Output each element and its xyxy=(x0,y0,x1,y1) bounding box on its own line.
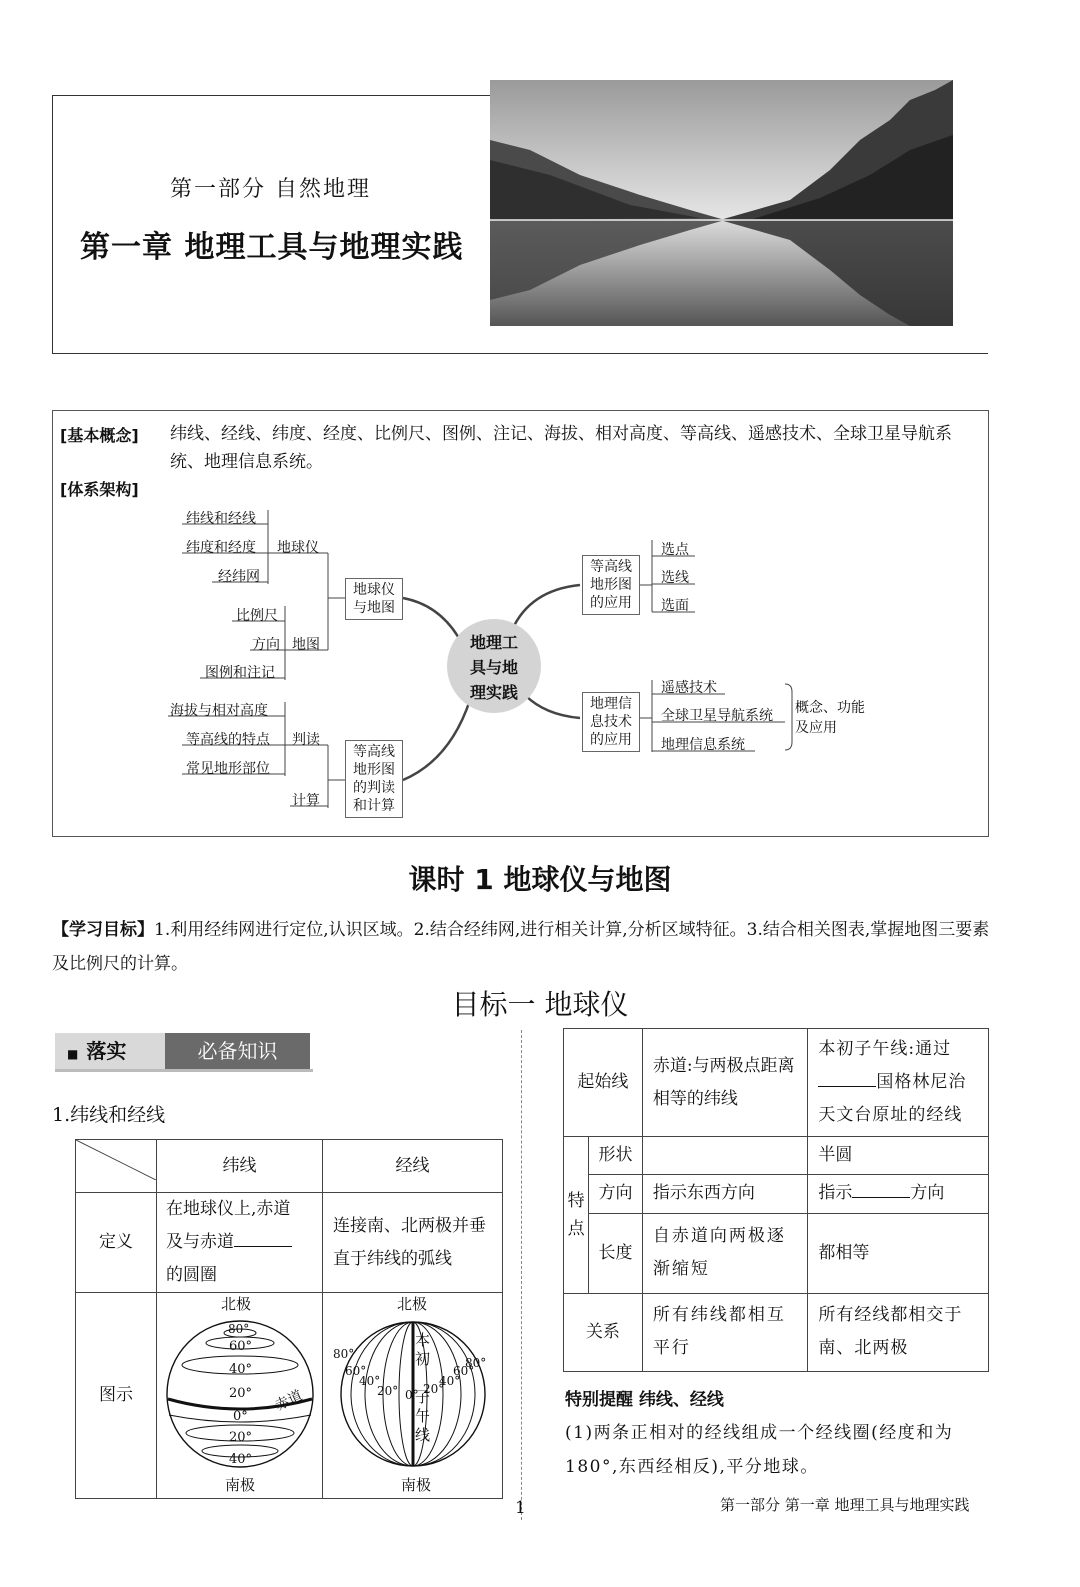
lon-e60: 60° xyxy=(453,1364,475,1378)
mm-judge: 判读 xyxy=(292,732,320,748)
goal1-title: 目标一 地球仪 xyxy=(451,988,629,1021)
blank-1 xyxy=(234,1228,292,1247)
feature-label: 特 点 xyxy=(564,1137,589,1293)
mm-center: 地理工 具与地 理实践 xyxy=(469,633,518,702)
start-lat: 赤道:与两极点距离相等的纬线 xyxy=(642,1029,808,1137)
blank-2 xyxy=(818,1068,876,1087)
lat-label-20s: 20° xyxy=(229,1430,253,1445)
lon-figure-cell xyxy=(323,1293,503,1499)
row-start: 起始线 xyxy=(564,1029,643,1137)
mm-scale: 比例尺 xyxy=(236,608,278,624)
rel-lat: 所有纬线都相互平行 xyxy=(642,1293,808,1371)
equator-label: 赤道 xyxy=(272,1387,305,1415)
mm-lat-lon-degrees: 纬度和经度 xyxy=(186,540,256,556)
def-lat: 在地球仪上,赤道 及与赤道 的圆圈 xyxy=(157,1193,323,1293)
mm-remote-sensing: 遥感技术 xyxy=(661,680,717,696)
start-lon: 本初子午线:通过 国格林尼治 天文台原址的经线 xyxy=(808,1029,989,1137)
shape-lon: 半圆 xyxy=(808,1137,989,1175)
banner-left xyxy=(55,1033,165,1069)
lat-label-60: 60° xyxy=(229,1339,253,1354)
mm-gis-note: 概念、功能 及应用 xyxy=(795,700,865,736)
lon-e80: 80° xyxy=(465,1356,487,1370)
tip-text: (1)两条正相对的经线组成一个经线圈(经度和为180°,东西经相反),平分地球。 xyxy=(565,1423,954,1477)
lat-label-40: 40° xyxy=(229,1362,253,1377)
lon-w20: 20° xyxy=(377,1384,399,1398)
lat-label-80: 80° xyxy=(228,1322,250,1336)
lon-w60: 60° xyxy=(345,1364,367,1378)
chapter-title: 第一章 地理工具与地理实践 xyxy=(80,230,464,265)
basic-concept-text: 纬线、经线、纬度、经度、比例尺、图例、注记、海拔、相对高度、等高线、遥感技术、全球卫星导航系统、地理信息系统。 xyxy=(170,424,952,472)
mm-globe: 地球仪 xyxy=(277,540,319,556)
mm-branch-globe-map: 地球仪 与地图 xyxy=(345,578,403,620)
dir-lon: 指示 方向 xyxy=(808,1175,989,1213)
banner-bullet-icon: ■ xyxy=(67,1047,79,1061)
mm-choose-point: 选点 xyxy=(661,542,689,558)
mm-terrain-parts: 常见地形部位 xyxy=(186,761,270,777)
lat-label-40s: 40° xyxy=(229,1452,253,1467)
mm-branch-gis: 地理信 息技术 的应用 xyxy=(582,692,640,752)
def-lon: 连接南、北两极并垂直于纬线的弧线 xyxy=(323,1193,503,1293)
goals-tag: 【学习目标】 xyxy=(52,920,154,940)
mm-choose-area: 选面 xyxy=(661,598,689,614)
mm-graticule: 经纬网 xyxy=(218,569,260,585)
row-def: 定义 xyxy=(76,1193,157,1293)
mm-choose-line: 选线 xyxy=(661,570,689,586)
row-rel: 关系 xyxy=(564,1293,643,1371)
column-divider xyxy=(521,1030,522,1520)
blank-3 xyxy=(852,1179,910,1198)
basic-concept-tag: [基本概念] xyxy=(60,426,139,445)
lat-label-0: 0° xyxy=(233,1409,248,1424)
lat-north: 北极 xyxy=(221,1295,252,1313)
rel-lon: 所有经线都相交于南、北两极 xyxy=(808,1293,989,1371)
lesson-title: 课时 1 地球仪与地图 xyxy=(408,863,672,896)
learning-goals xyxy=(52,913,992,981)
dir-lat: 指示东西方向 xyxy=(642,1175,808,1213)
mm-branch-contour-app: 等高线 地形图 的应用 xyxy=(582,555,640,615)
banner-shadow xyxy=(55,1069,313,1072)
diag-cell xyxy=(76,1140,157,1193)
row-dir: 方向 xyxy=(589,1175,643,1213)
banner-left-text: 落实 xyxy=(86,1039,127,1063)
row-len: 长度 xyxy=(589,1213,643,1293)
col-lon: 经线 xyxy=(323,1140,503,1193)
mm-gis: 地理信息系统 xyxy=(661,737,745,753)
col-lat: 纬线 xyxy=(157,1140,323,1193)
lon-e40: 40° xyxy=(439,1374,461,1388)
row-shape: 形状 xyxy=(589,1137,643,1175)
mm-gnss: 全球卫星导航系统 xyxy=(661,708,773,724)
mm-contour-features: 等高线的特点 xyxy=(186,732,270,748)
len-lon: 都相等 xyxy=(808,1213,989,1293)
mm-direction: 方向 xyxy=(252,637,280,653)
lon-w40: 40° xyxy=(359,1374,381,1388)
lon-zero: 0° xyxy=(405,1388,419,1402)
lat-lon-table xyxy=(75,1139,503,1499)
mm-branch-contour: 等高线 地形图 的判读 和计算 xyxy=(345,740,403,818)
lat-label-20n: 20° xyxy=(229,1386,253,1401)
lon-north: 北极 xyxy=(397,1295,428,1313)
page-number: 1 xyxy=(515,1498,526,1518)
prime-meridian-label: 本 初 子 午 线 xyxy=(415,1331,431,1444)
shape-lat xyxy=(642,1137,808,1175)
tip-title: 特别提醒 纬线、经线 xyxy=(565,1390,724,1410)
diagonal-line xyxy=(76,1140,156,1180)
section1-title: 1.纬线和经线 xyxy=(52,1104,166,1126)
mm-map: 地图 xyxy=(292,637,320,653)
len-lat: 自赤道向两极逐渐缩短 xyxy=(642,1213,808,1293)
lon-west-labels: 80° xyxy=(333,1347,355,1361)
mm-altitude: 海拔与相对高度 xyxy=(170,703,268,719)
lon-e20: 20° xyxy=(423,1382,445,1396)
part-title: 第一部分 自然地理 xyxy=(170,177,371,202)
lon-south: 南极 xyxy=(401,1476,432,1494)
goals-text: 1.利用经纬网进行定位,认识区域。2.结合经纬网,进行相关计算,分析区域特征。3.结合相关图表,掌握地图三要素及比例尺的计算。 xyxy=(52,920,990,974)
banner-right xyxy=(165,1033,310,1069)
mm-calc: 计算 xyxy=(292,793,320,809)
mm-lat-lon-lines: 纬线和经线 xyxy=(186,511,256,527)
mm-legend-notes: 图例和注记 xyxy=(205,665,275,681)
lat-figure-cell xyxy=(157,1293,323,1499)
lat-lon-feature-table xyxy=(563,1028,989,1372)
row-fig: 图示 xyxy=(76,1293,157,1499)
running-footer: 第一部分 第一章 地理工具与地理实践 xyxy=(720,1496,970,1514)
framework-tag: [体系架构] xyxy=(60,480,139,499)
lat-south: 南极 xyxy=(225,1476,256,1494)
banner-right-text: 必备知识 xyxy=(197,1039,278,1063)
